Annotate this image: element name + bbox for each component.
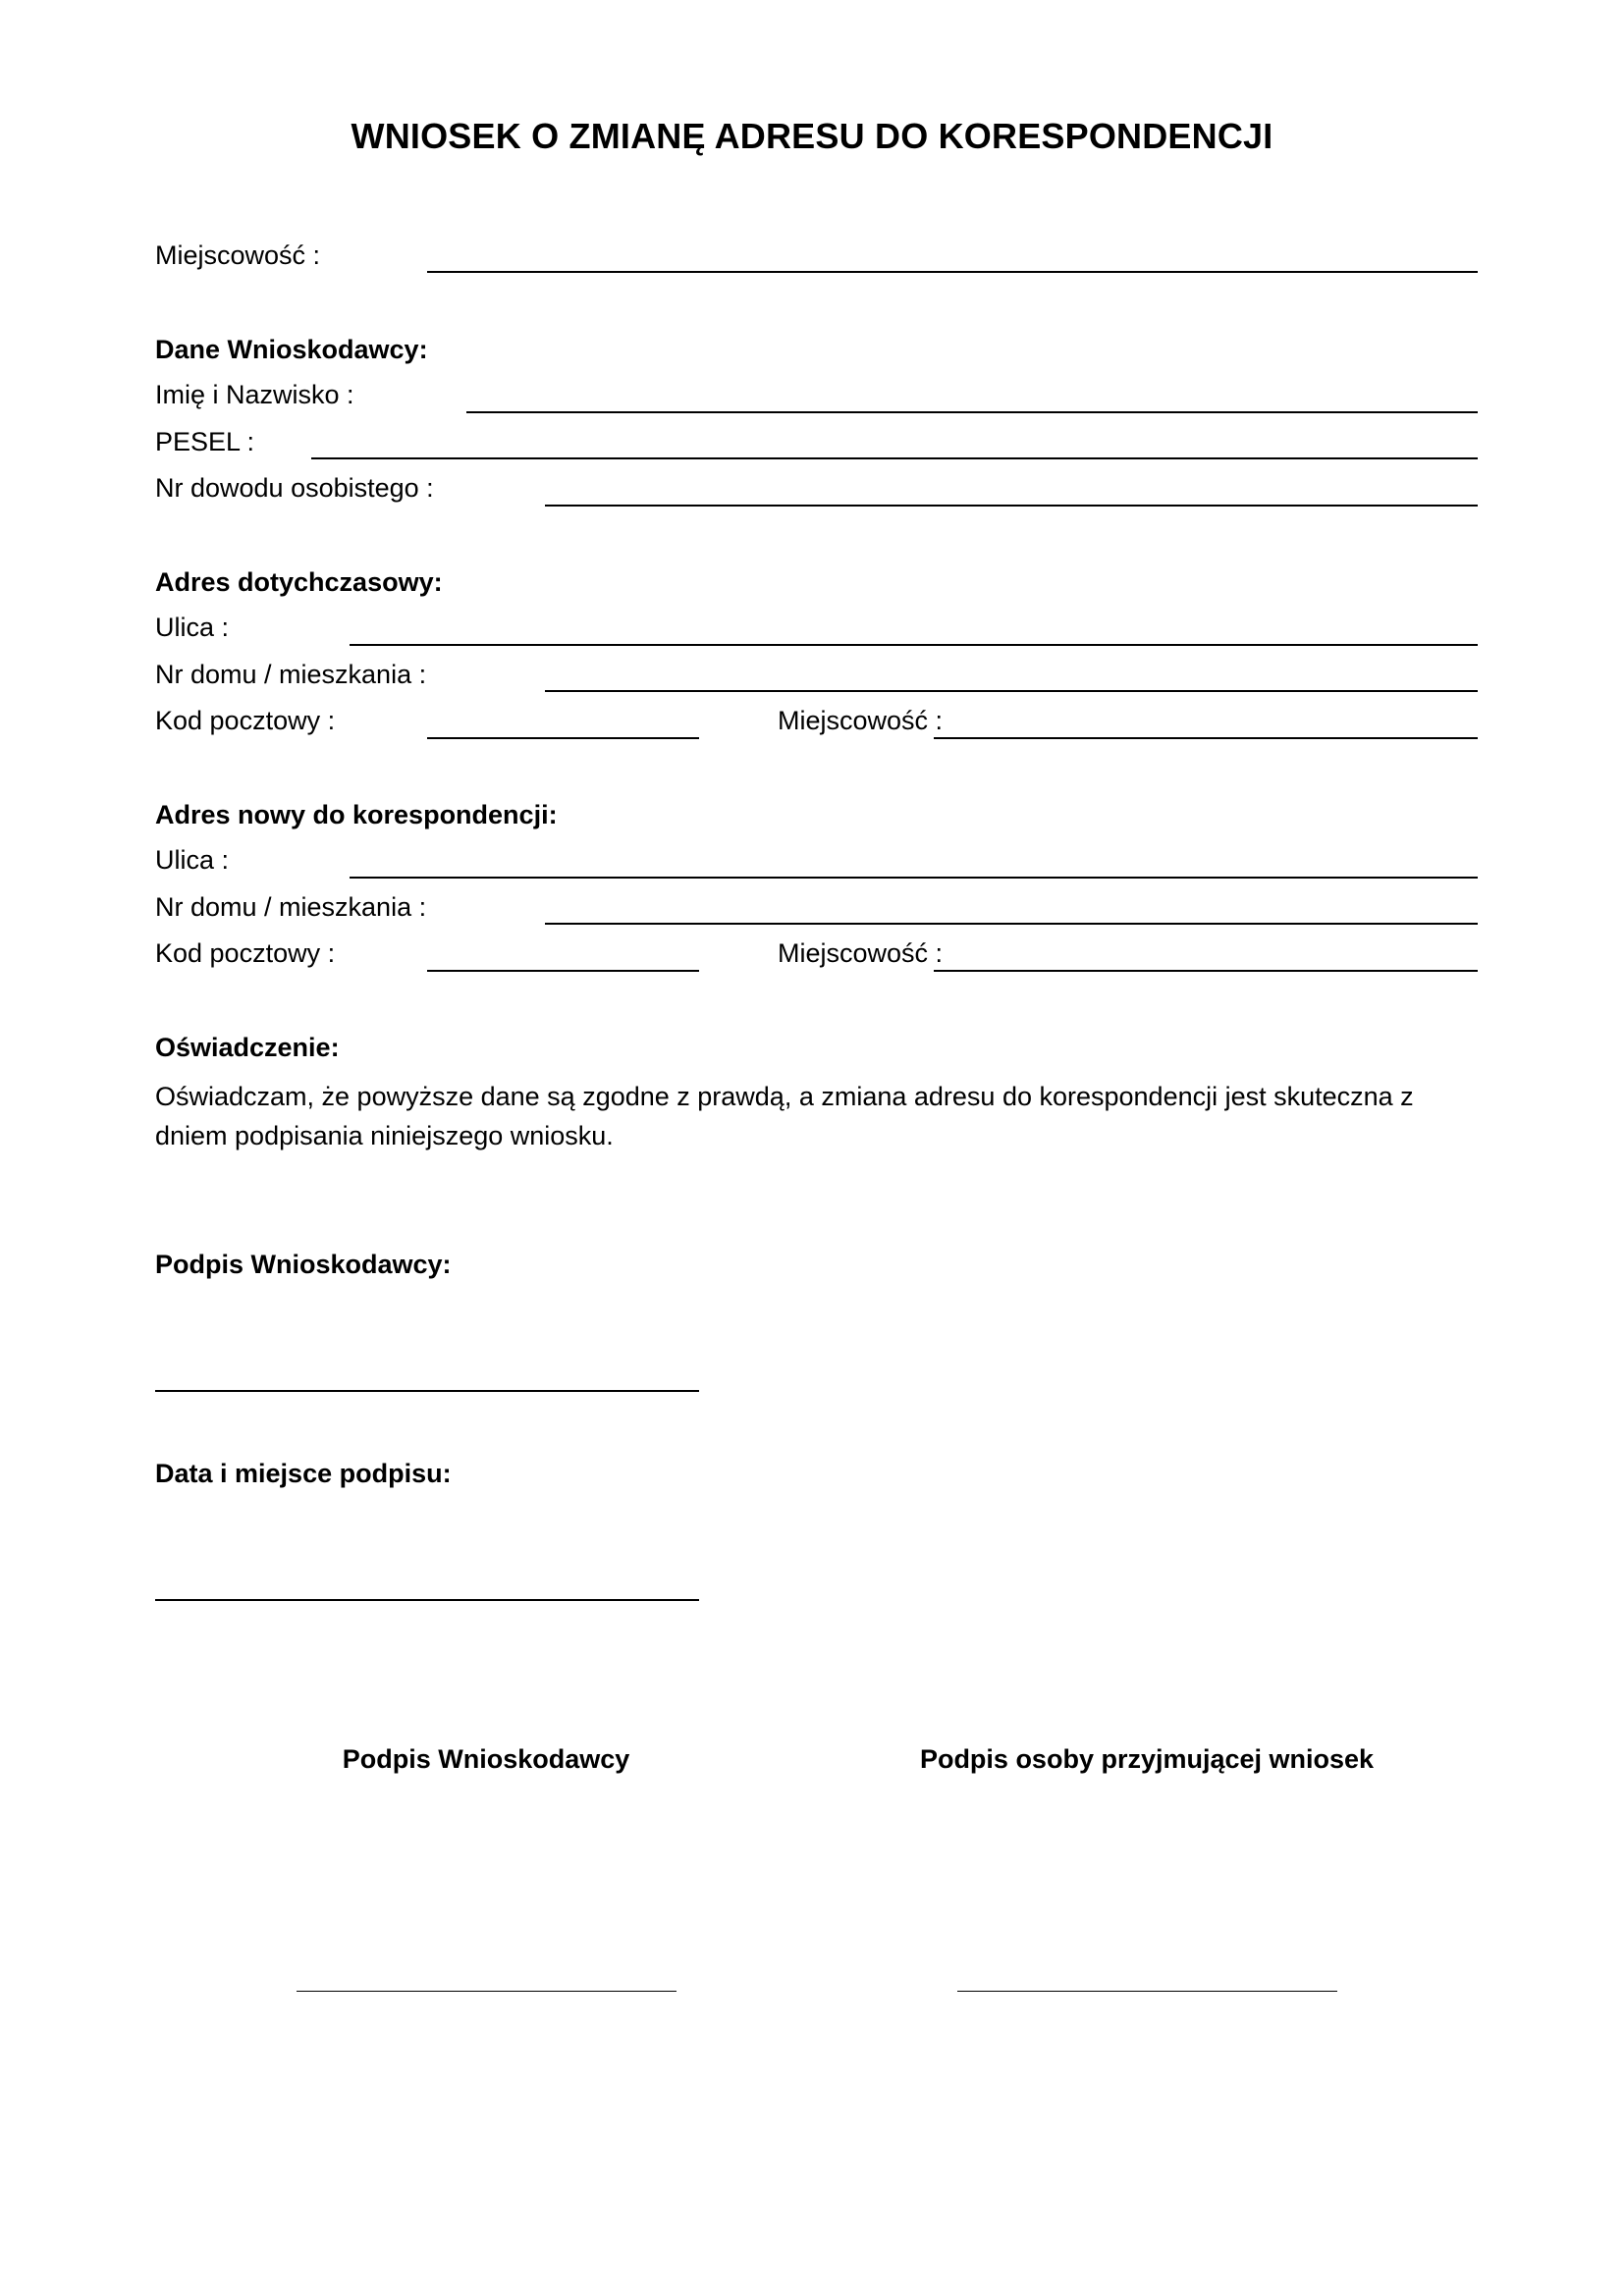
new-street-field-line[interactable] xyxy=(350,877,1478,879)
applicant-heading: Dane Wnioskodawcy: xyxy=(155,335,428,364)
new-city-label: Miejscowość : xyxy=(778,938,944,968)
new-postal-field-line[interactable] xyxy=(427,970,699,972)
date-heading: Data i miejsce podpisu: xyxy=(155,1459,452,1488)
new-address-heading: Adres nowy do korespondencji: xyxy=(155,800,558,829)
old-street-field-line[interactable] xyxy=(350,644,1478,646)
new-city-field-line[interactable] xyxy=(934,970,1478,972)
bottom-receiver-signature-caption: Podpis osoby przyjmującej wniosek xyxy=(919,1744,1375,1774)
pesel-field-line[interactable] xyxy=(311,457,1478,459)
old-postal-label: Kod pocztowy : xyxy=(155,706,336,735)
statement-text: Oświadczam, że powyższe dane są zgodne z prawdą, a zmiana adresu do korespondencji jest skuteczna z dniem podpisania niniejszego wniosku. xyxy=(155,1082,1414,1150)
bottom-receiver-signature-line[interactable] xyxy=(957,1991,1337,1992)
id-field-line[interactable] xyxy=(545,505,1478,507)
id-label: Nr dowodu osobistego : xyxy=(155,473,434,503)
pesel-label: PESEL : xyxy=(155,427,255,456)
new-postal-label: Kod pocztowy : xyxy=(155,938,336,968)
bottom-applicant-signature-line[interactable] xyxy=(297,1991,677,1992)
new-street-label: Ulica : xyxy=(155,845,230,875)
bottom-applicant-signature-caption: Podpis Wnioskodawcy xyxy=(342,1744,630,1774)
date-field-line[interactable] xyxy=(155,1599,699,1601)
old-house-field-line[interactable] xyxy=(545,690,1478,692)
name-field-line[interactable] xyxy=(466,411,1478,413)
old-city-label: Miejscowość : xyxy=(778,706,944,735)
place-label: Miejscowość : xyxy=(155,240,321,270)
document-title: WNIOSEK O ZMIANĘ ADRESU DO KORESPONDENCJI xyxy=(351,116,1273,156)
old-house-label: Nr domu / mieszkania : xyxy=(155,660,427,689)
old-address-heading: Adres dotychczasowy: xyxy=(155,567,443,597)
new-house-field-line[interactable] xyxy=(545,923,1478,925)
statement-heading: Oświadczenie: xyxy=(155,1033,340,1062)
old-city-field-line[interactable] xyxy=(934,737,1478,739)
place-field-line[interactable] xyxy=(427,271,1478,273)
name-label: Imię i Nazwisko : xyxy=(155,380,354,409)
signature-field-line[interactable] xyxy=(155,1390,699,1392)
old-street-label: Ulica : xyxy=(155,613,230,642)
signature-heading: Podpis Wnioskodawcy: xyxy=(155,1250,452,1279)
new-house-label: Nr domu / mieszkania : xyxy=(155,892,427,922)
old-postal-field-line[interactable] xyxy=(427,737,699,739)
